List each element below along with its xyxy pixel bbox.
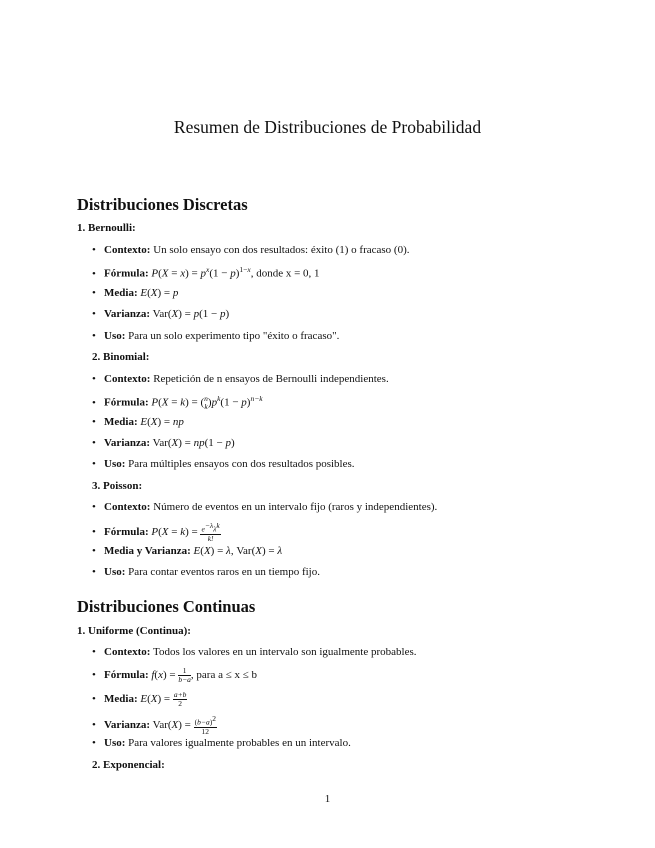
bullet-icon: • — [92, 416, 96, 428]
bullet-icon: • — [92, 244, 96, 256]
bullet-icon: • — [92, 501, 96, 513]
bernoulli-formula-expression: P — [151, 267, 159, 280]
exponencial-heading: 2. Exponencial: — [92, 759, 165, 771]
bullet-icon: • — [92, 308, 96, 320]
bernoulli-heading: 1. Bernoulli: — [77, 222, 136, 234]
bullet-icon: • — [92, 737, 96, 749]
bullet-icon: • — [92, 669, 96, 682]
bernoulli-formula: • Fórmula: $P(X = x) = p^x(1 - p)^{1-x}$, donde x = 0, 1 — [92, 265, 320, 280]
poisson-uso: • Uso: Para contar eventos raros en un tiempo fijo. — [92, 566, 320, 578]
bullet-icon: • — [92, 545, 96, 557]
bullet-icon: • — [92, 458, 96, 470]
poisson-media-varianza: • Media y Varianza: E(X) = λ, Var(X) = λ — [92, 545, 283, 557]
uniforme-formula: • Fórmula: f(x) = $\frac{1}{b-a}$ , para a ≤ x ≤ b — [92, 666, 258, 684]
bullet-icon: • — [92, 566, 96, 578]
bernoulli-varianza: • Varianza: Var(X) = p(1 − p) — [92, 308, 230, 320]
bullet-icon: • — [92, 267, 96, 280]
bullet-icon: • — [92, 287, 96, 299]
poisson-formula: • Fórmula: P(X = k) = $\frac{e^{-\lambda}\lambda^k}{k!}$ — [92, 521, 220, 543]
bullet-icon: • — [92, 646, 96, 658]
binomial-uso: • Uso: Para múltiples ensayos con dos resultados posibles. — [92, 458, 355, 470]
bullet-icon: • — [92, 718, 96, 731]
uniforme-varianza: • Varianza: Var(X) = $\frac{(b-a)^2}{12}$ — [92, 714, 216, 736]
bullet-icon: • — [92, 396, 96, 409]
poisson-heading: 3. Poisson: — [92, 480, 143, 492]
bullet-icon: • — [92, 330, 96, 342]
binomial-varianza: • Varianza: Var(X) = np(1 − p) — [92, 437, 235, 449]
page-number: 1 — [324, 793, 331, 805]
uniforme-heading: 1. Uniforme (Continua): — [77, 625, 191, 637]
uniforme-contexto: • Contexto: Todos los valores en un intervalo son igualmente probables. — [92, 646, 417, 658]
bernoulli-uso: • Uso: Para un solo experimento tipo "éxito o fracaso". — [92, 330, 340, 342]
bullet-icon: • — [92, 693, 96, 706]
bullet-icon: • — [92, 437, 96, 449]
document-title: Resumen de Distribuciones de Probabilidad — [173, 117, 482, 137]
uniforme-media: • Media: E(X) = $\frac{a+b}{2}$ — [92, 690, 187, 708]
bernoulli-media: • Media: E(X) = p — [92, 287, 179, 299]
uniforme-uso: • Uso: Para valores igualmente probables en un intervalo. — [92, 737, 351, 749]
bernoulli-contexto: • Contexto: Un solo ensayo con dos resultados: éxito (1) o fracaso (0). — [92, 244, 410, 256]
binomial-heading: 2. Binomial: — [92, 351, 150, 363]
bullet-icon: • — [92, 525, 96, 538]
section-heading-continuas: Distribuciones Continuas — [77, 597, 256, 616]
poisson-contexto: • Contexto: Número de eventos en un intervalo fijo (raros y independientes). — [92, 501, 438, 513]
section-heading-discretas: Distribuciones Discretas — [77, 195, 248, 214]
bullet-icon: • — [92, 373, 96, 385]
binomial-contexto: • Contexto: Repetición de n ensayos de Bernoulli independientes. — [92, 373, 389, 385]
binomial-media: • Media: E(X) = np — [92, 416, 184, 428]
binomial-formula: • Fórmula: P(X = k) = ( n k )$p^k(1 - p)^{n-k}$ — [92, 394, 263, 412]
